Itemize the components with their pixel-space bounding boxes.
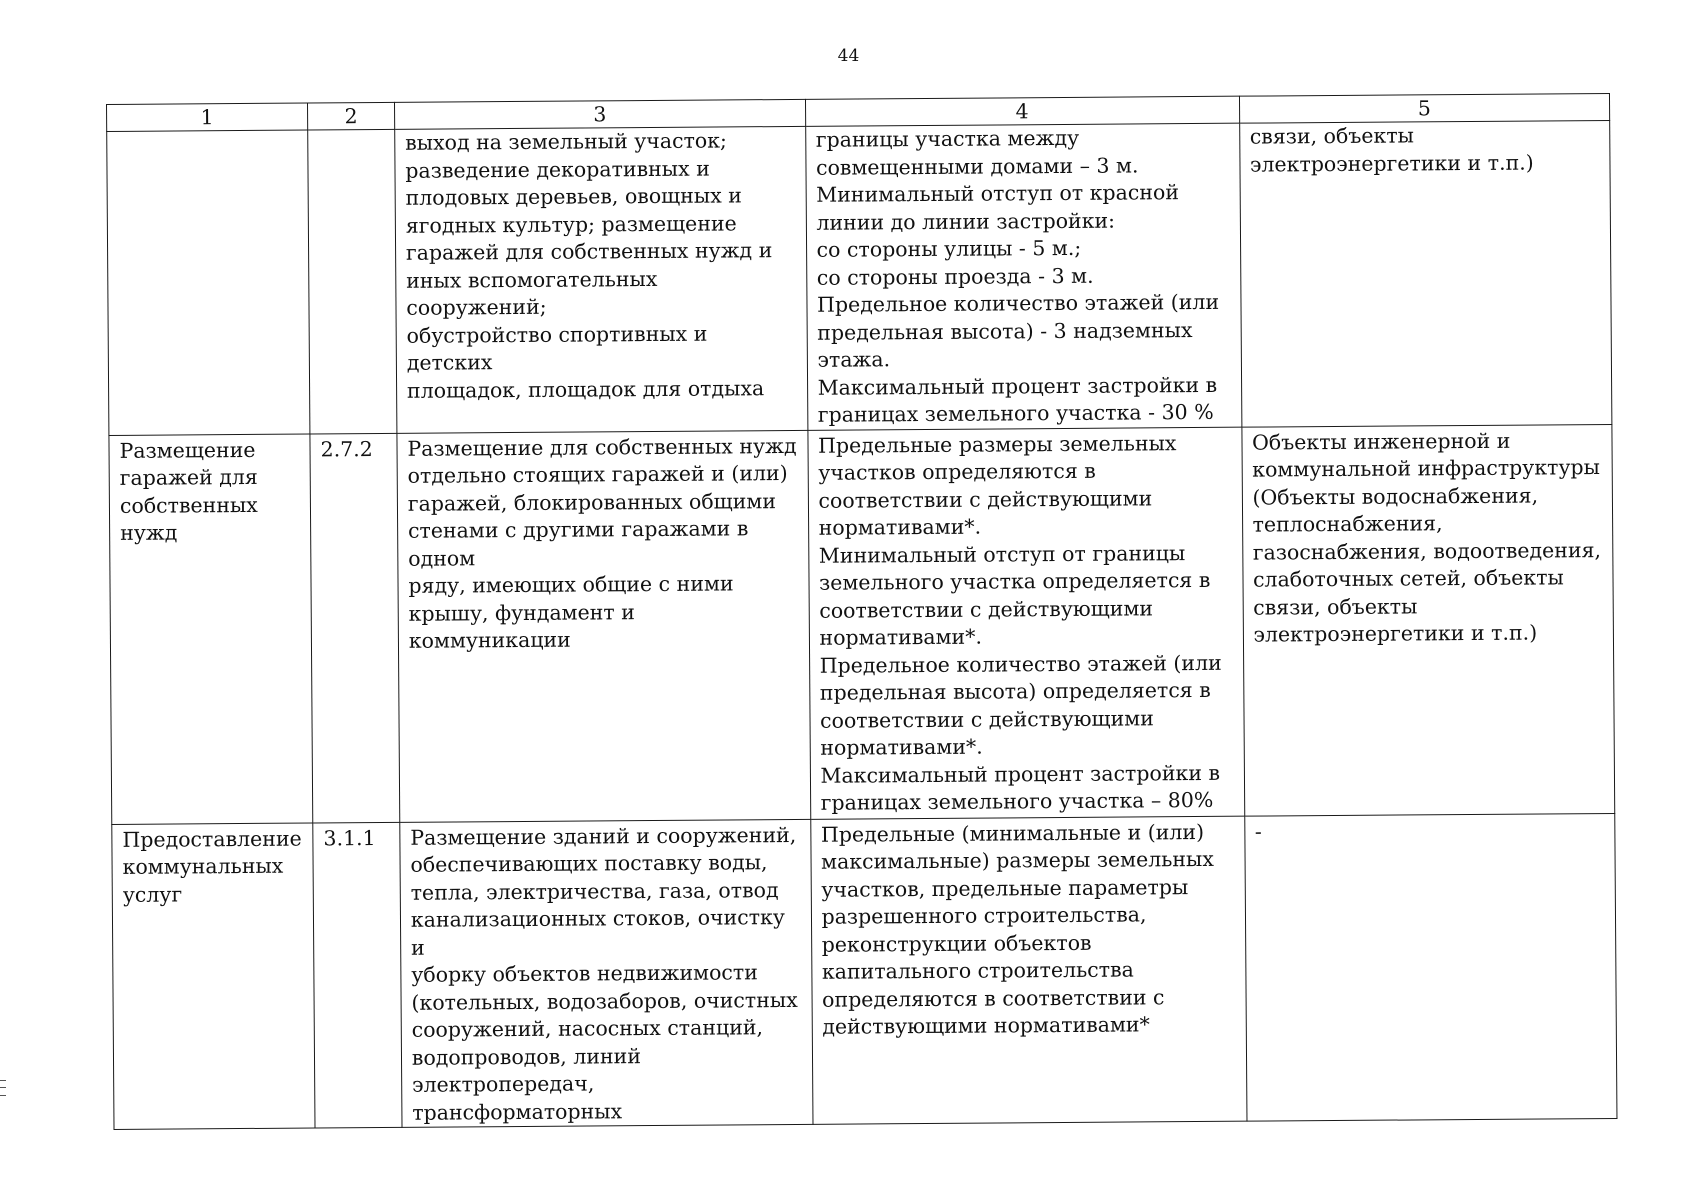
cell-parameters [810,816,1246,1125]
use-name-text: Предоставление коммунальных услуг [122,826,302,907]
table-row [107,120,1612,435]
cell-use-code [308,129,397,433]
cell-use-name [109,434,313,824]
cell-use-name [112,823,315,1130]
description-text: выход на земельный участок; разведение декоративных и плодовых деревьев, овощных и ягодных культур; размещение гаражей для собственных нужд и иных вспомогательных сооружений; обустройство спортивных и детских площадок, площадок для отдыха [405,128,773,403]
column-header-2: 2 [308,102,395,130]
use-name-text [117,131,297,132]
table-row [112,813,1617,1130]
use-code-text: 3.1.1 [323,825,376,850]
cell-parameters [805,123,1241,430]
use-code-text: 2.7.2 [320,436,373,461]
cell-infrastructure [1241,424,1614,816]
table-row [109,424,1615,824]
cell-use-code [313,822,402,1128]
infrastructure-text: связи, объекты электроэнергетики и т.п.) [1249,123,1534,177]
cell-parameters [807,427,1244,819]
parameters-text: Предельные размеры земельных участков определяются в соответствии с действующими нормативами*. Минимальный отступ от границы земельного участка определяется в соответствии с действующими нормативами*. Предельное количество этажей (или предельная высота) определяется в соответствии с действующими нормативами*. Максимальный процент застройки в границах земельного участка – 80% [817,430,1222,815]
cell-description [397,430,811,822]
column-header-3: 3 [394,99,805,129]
infrastructure-text: Объекты инженерной и коммунальной инфраструктуры (Объекты водоснабжения, теплоснабжения, газоснабжения, водоотведения, слаботочных сетей, объекты связи, объекты электроэнергетики и т.п.) [1251,428,1602,647]
description-text: Размещение для собственных нужд отдельно стоящих гаражей и (или) гаражей, блокированных общими стенами с другими гаражами в одном ряду, имеющих общие с ними крышу, фундамент и коммуникации [407,433,797,653]
cell-description [400,819,813,1128]
cell-infrastructure [1244,813,1617,1121]
description-text: Размещение зданий и сооружений, обеспечивающих поставку воды, тепла, электричества, газа, отвод канализационных стоков, очистку и уборку объектов недвижимости (котельных, водозаборов, очистных сооружений, насосных станций, водопроводов, линий электропередач, трансформаторных [410,822,798,1125]
use-name-text: Размещение гаражей для собственных нужд [119,437,258,545]
column-header-5: 5 [1239,93,1610,123]
cell-use-name [107,130,310,435]
parameters-text: Предельные (минимальные и (или) максимальные) размеры земельных участков, предельные параметры разрешенного строительства, реконструкции объектов капитального строительства определяются в соответствии с действующими нормативами* [820,819,1214,1039]
page-number: 44 [837,46,860,66]
infrastructure-text: - [1254,819,1262,844]
table-body [107,120,1617,1129]
zoning-table [106,93,1617,1130]
cell-infrastructure [1239,120,1612,426]
parameters-text: границы участка между совмещенными домами – 3 м. Минимальный отступ от красной линии до линии застройки: со стороны улицы - 5 м.; со стороны проезда - 3 м. Предельное количество этажей (или предельная высота) - 3 надземных этажа. Максимальный процент застройки в границах земельного участка - 30 % [815,125,1220,427]
cell-use-code [310,433,400,823]
column-header-4: 4 [805,96,1239,126]
scan-margin-mark [0,1080,6,1096]
cell-description [395,126,808,433]
column-header-1: 1 [107,103,308,131]
